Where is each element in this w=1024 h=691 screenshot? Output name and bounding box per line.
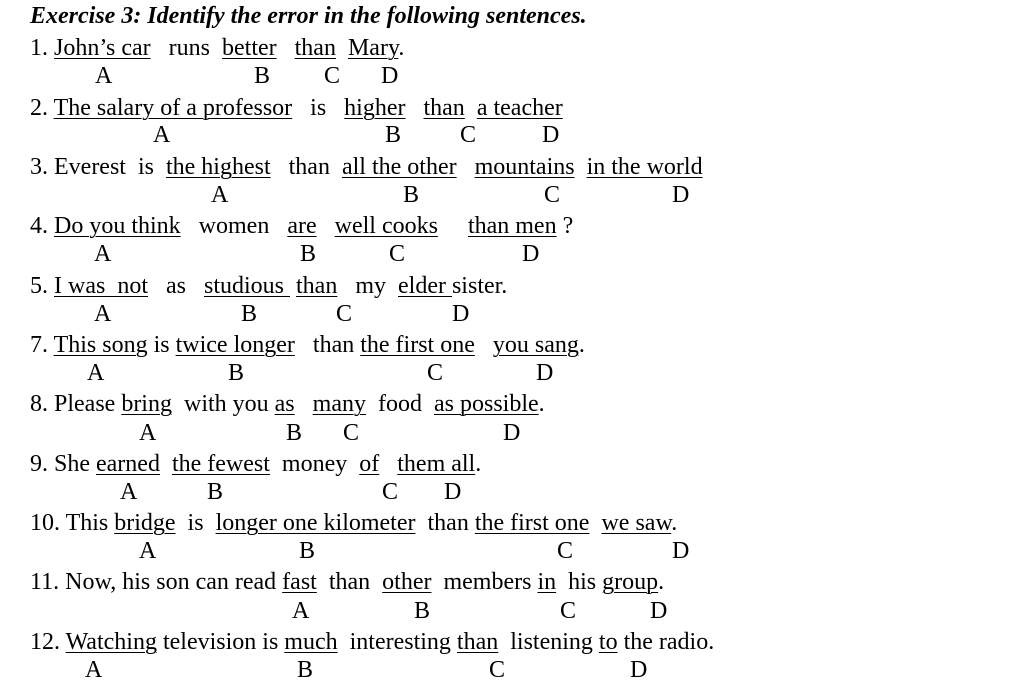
underlined-option: This song <box>53 332 148 358</box>
option-letter-b: B <box>286 420 303 446</box>
option-letter-c: C <box>460 122 477 148</box>
underlined-option: the first one <box>360 332 475 358</box>
option-letter-c: C <box>489 657 506 683</box>
underlined-option: I was not <box>54 273 148 299</box>
underlined-option: than <box>296 273 338 299</box>
option-letter-c: C <box>427 360 444 386</box>
option-letter-b: B <box>414 598 431 624</box>
sentence-text: my <box>337 273 398 299</box>
sentence-text: . <box>671 510 678 536</box>
sentence-text <box>295 391 313 417</box>
option-letter-b: B <box>228 360 245 386</box>
question-sentence <box>30 390 545 418</box>
option-letter-c: C <box>336 301 353 327</box>
option-letter-a: A <box>95 63 113 89</box>
option-letter-c: C <box>560 598 577 624</box>
option-letter-a: A <box>292 598 310 624</box>
underlined-option: fast <box>282 569 317 595</box>
underlined-option: than men <box>467 213 557 239</box>
underlined-option: twice longer <box>175 332 295 358</box>
sentence-text: runs <box>150 35 222 61</box>
sentence-text: than <box>415 510 475 536</box>
sentence-text: is <box>147 332 176 358</box>
underlined-option: them all <box>397 451 476 477</box>
option-letter-d: D <box>381 63 399 89</box>
sentence-text: than <box>316 569 383 595</box>
sentence-text <box>336 35 348 61</box>
question-sentence <box>30 153 703 181</box>
sentence-text: is <box>175 510 216 536</box>
option-letter-d: D <box>452 301 470 327</box>
underlined-option: better <box>222 35 277 61</box>
option-letter-a: A <box>94 301 112 327</box>
sentence-text: is <box>292 95 345 121</box>
option-letter-b: B <box>385 122 402 148</box>
sentence-text: . <box>658 569 665 595</box>
underlined-option: Mary <box>347 35 399 61</box>
sentence-text: women <box>180 213 288 239</box>
underlined-option: as <box>274 391 295 417</box>
sentence-text: 10. This <box>30 510 115 536</box>
sentence-text <box>457 154 475 180</box>
underlined-option: other <box>382 569 432 595</box>
sentence-text <box>379 451 397 477</box>
sentence-text <box>438 213 468 239</box>
underlined-option: bring <box>121 391 172 417</box>
option-letter-b: B <box>241 301 258 327</box>
option-letter-a: A <box>139 420 157 446</box>
sentence-text: sister. <box>451 273 508 299</box>
option-letter-a: A <box>87 360 105 386</box>
sentence-text: the radio. <box>617 629 715 655</box>
underlined-option: we saw <box>601 510 672 536</box>
option-letter-c: C <box>544 182 561 208</box>
underlined-option: The salary of a professor <box>53 95 293 121</box>
sentence-text: 2. <box>30 95 54 121</box>
underlined-option: than <box>456 629 499 655</box>
option-letter-a: A <box>85 657 103 683</box>
underlined-option: well cooks <box>334 213 438 239</box>
option-letter-d: D <box>536 360 554 386</box>
option-letter-a: A <box>153 122 171 148</box>
sentence-text: than <box>294 332 361 358</box>
question-sentence <box>30 94 563 122</box>
underlined-option: Watching <box>65 629 157 655</box>
underlined-option: elder <box>398 273 452 299</box>
underlined-option: of <box>359 451 380 477</box>
sentence-text: ? <box>556 213 574 239</box>
option-letter-b: B <box>403 182 420 208</box>
sentence-text <box>465 95 477 121</box>
option-letter-a: A <box>94 241 112 267</box>
option-letter-b: B <box>300 241 317 267</box>
option-letter-a: A <box>139 538 157 564</box>
sentence-text: television is <box>156 629 285 655</box>
option-letter-c: C <box>324 63 341 89</box>
underlined-option: are <box>287 213 317 239</box>
sentence-text: 5. <box>30 273 54 299</box>
option-letter-d: D <box>672 538 690 564</box>
option-letter-d: D <box>503 420 521 446</box>
option-letter-c: C <box>557 538 574 564</box>
sentence-text: . <box>538 391 545 417</box>
underlined-option: John’s car <box>54 35 151 61</box>
underlined-option: bridge <box>114 510 176 536</box>
option-letter-d: D <box>630 657 648 683</box>
underlined-option: longer one kilometer <box>215 510 416 536</box>
option-letter-c: C <box>343 420 360 446</box>
option-letter-b: B <box>299 538 316 564</box>
question-sentence <box>30 212 573 240</box>
sentence-text: money <box>269 451 360 477</box>
underlined-option: the first one <box>474 510 590 536</box>
sentence-text <box>317 213 335 239</box>
question-sentence <box>30 272 507 300</box>
sentence-text <box>277 35 295 61</box>
option-letter-d: D <box>444 479 462 505</box>
question-sentence <box>30 509 677 537</box>
sentence-text <box>575 154 587 180</box>
sentence-text <box>589 510 601 536</box>
question-sentence <box>30 34 404 62</box>
underlined-option: in the world <box>586 154 703 180</box>
sentence-text: food <box>365 391 434 417</box>
underlined-option: a teacher <box>476 95 563 121</box>
sentence-text: his <box>556 569 603 595</box>
option-letter-d: D <box>650 598 668 624</box>
exercise-title: Exercise 3: Identify the error in the following sentences. <box>30 3 587 29</box>
sentence-text <box>475 332 493 358</box>
sentence-text: 9. She <box>30 451 96 477</box>
option-letter-c: C <box>382 479 399 505</box>
option-letter-a: A <box>120 479 138 505</box>
sentence-text: 8. Please <box>30 391 122 417</box>
sentence-text: as <box>147 273 204 299</box>
underlined-option: the fewest <box>171 451 270 477</box>
sentence-text: with you <box>171 391 275 417</box>
underlined-option: to <box>598 629 618 655</box>
underlined-option: all the other <box>341 154 457 180</box>
question-sentence <box>30 331 585 359</box>
sentence-text: than <box>270 154 342 180</box>
sentence-text: members <box>431 569 538 595</box>
question-sentence <box>30 628 714 656</box>
option-letter-b: B <box>254 63 271 89</box>
underlined-option: studious <box>203 273 290 299</box>
sentence-text <box>160 451 172 477</box>
sentence-text: listening <box>498 629 599 655</box>
underlined-option: the highest <box>165 154 271 180</box>
underlined-option: you sang <box>492 332 579 358</box>
option-letter-d: D <box>522 241 540 267</box>
question-sentence <box>30 450 481 478</box>
sentence-text: 7. <box>30 332 54 358</box>
underlined-option: earned <box>96 451 160 477</box>
question-sentence <box>30 568 664 596</box>
sentence-text: 12. <box>30 629 66 655</box>
sentence-text: . <box>578 332 585 358</box>
sentence-text: . <box>398 35 405 61</box>
sentence-text: 1. <box>30 35 54 61</box>
option-letter-a: A <box>211 182 229 208</box>
sentence-text: 4. <box>30 213 54 239</box>
underlined-option: mountains <box>474 154 575 180</box>
option-letter-d: D <box>542 122 560 148</box>
sentence-text: 3. Everest is <box>30 154 166 180</box>
underlined-option: than <box>294 35 336 61</box>
underlined-option: Do you think <box>54 213 181 239</box>
sentence-text: . <box>475 451 482 477</box>
underlined-option: group <box>602 569 659 595</box>
sentence-text <box>405 95 423 121</box>
underlined-option: higher <box>344 95 406 121</box>
underlined-option: than <box>423 95 465 121</box>
option-letter-b: B <box>297 657 314 683</box>
underlined-option: as possible <box>433 391 539 417</box>
option-letter-b: B <box>207 479 224 505</box>
underlined-option: much <box>284 629 338 655</box>
option-letter-d: D <box>672 182 690 208</box>
underlined-option: many <box>312 391 366 417</box>
sentence-text: interesting <box>337 629 457 655</box>
sentence-text: 11. Now, his son can read <box>30 569 283 595</box>
option-letter-c: C <box>389 241 406 267</box>
underlined-option: in <box>537 569 557 595</box>
